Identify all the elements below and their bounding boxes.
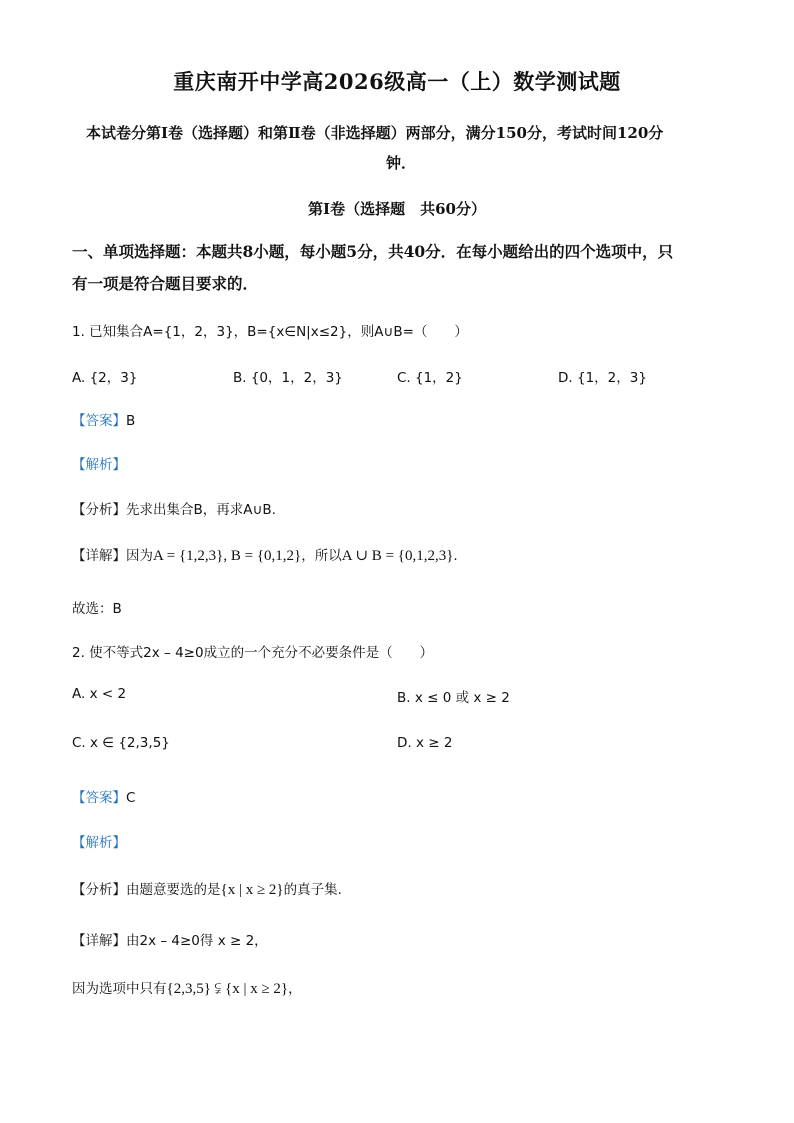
q1-fenxi-tag: 【分析】 xyxy=(72,502,126,518)
q1-option-b: B. {0，1，2，3} xyxy=(233,370,343,386)
q2-analysis-tag: 【解析】 xyxy=(72,835,126,851)
q2-fenxi-prefix: 由题意要选的是 xyxy=(126,882,221,898)
part-one-title: 第Ⅰ卷（选择题 共60分） xyxy=(308,200,486,218)
q2-option-c: C. x ∈ {2,3,5} xyxy=(72,735,170,751)
exam-title: 重庆南开中学高2026级高一（上）数学测试题 xyxy=(173,69,621,94)
q1-detail-tag: 【详解】 xyxy=(72,548,126,564)
q2-option-d: D. x ≥ 2 xyxy=(397,735,453,751)
q1-detail xyxy=(72,544,458,565)
q2-last-prefix: 因为选项中只有 xyxy=(72,981,167,997)
q2-last-line xyxy=(72,977,302,998)
q2-option-a: A. x < 2 xyxy=(72,686,127,702)
section-heading-line1: 一、单项选择题：本题共8小题，每小题5分，共40分．在每小题给出的四个选项中，只 xyxy=(72,242,674,261)
q1-analysis-tag: 【解析】 xyxy=(72,457,126,473)
q1-detail-end: . xyxy=(453,548,458,564)
q1-answer-tag: 【答案】 xyxy=(72,413,126,429)
q2-answer xyxy=(72,786,135,806)
q1-detail-math1: A = {1,2,3}, B = {0,1,2} xyxy=(153,548,302,564)
q1-fenxi xyxy=(72,498,276,518)
q1-option-d: D. {1，2，3} xyxy=(558,370,647,386)
q2-fenxi xyxy=(72,878,342,899)
q2-answer-tag: 【答案】 xyxy=(72,790,126,806)
q1-detail-mid: ，所以 xyxy=(301,548,342,564)
q1-fenxi-text: 先求出集合B，再求A∪B. xyxy=(126,502,276,518)
exam-intro-line2: 钟． xyxy=(386,154,417,172)
q2-fenxi-tag: 【分析】 xyxy=(72,882,126,898)
q1-detail-math2: A ∪ B = {0,1,2,3} xyxy=(341,548,454,564)
q2-option-b: B. x ≤ 0 或 x ≥ 2 xyxy=(397,690,510,706)
q2-detail-tag: 【详解】 xyxy=(72,933,126,949)
q2-detail-text: 由2x – 4≥0得 x ≥ 2， xyxy=(126,933,268,949)
q1-detail-prefix: 因为 xyxy=(126,548,153,564)
q1-conclusion: 故选：B xyxy=(72,601,122,617)
q2-last-math: {2,3,5} ⫋ {x | x ≥ 2} xyxy=(166,981,289,997)
q1-answer xyxy=(72,409,135,429)
q1-option-c: C. {1，2} xyxy=(397,370,463,386)
q2-fenxi-suffix: 的真子集. xyxy=(283,882,342,898)
q2-detail xyxy=(72,929,268,949)
exam-intro-line1: 本试卷分第Ⅰ卷（选择题）和第Ⅱ卷（非选择题）两部分，满分150分，考试时间120分 xyxy=(86,124,664,142)
section-heading-line2: 有一项是符合题目要求的． xyxy=(72,274,259,293)
q2-stem: 2. 使不等式2x – 4≥0成立的一个充分不必要条件是（ ） xyxy=(72,645,434,661)
q2-fenxi-math: {x | x ≥ 2} xyxy=(220,882,284,898)
q2-answer-value: C xyxy=(126,790,136,806)
q1-option-a: A. {2，3} xyxy=(72,370,138,386)
q2-last-suffix: ， xyxy=(288,981,302,997)
q1-stem: 1. 已知集合A={1，2，3}，B={x∈N|x≤2}，则A∪B=（ ） xyxy=(72,324,468,340)
q1-answer-value: B xyxy=(126,413,136,429)
